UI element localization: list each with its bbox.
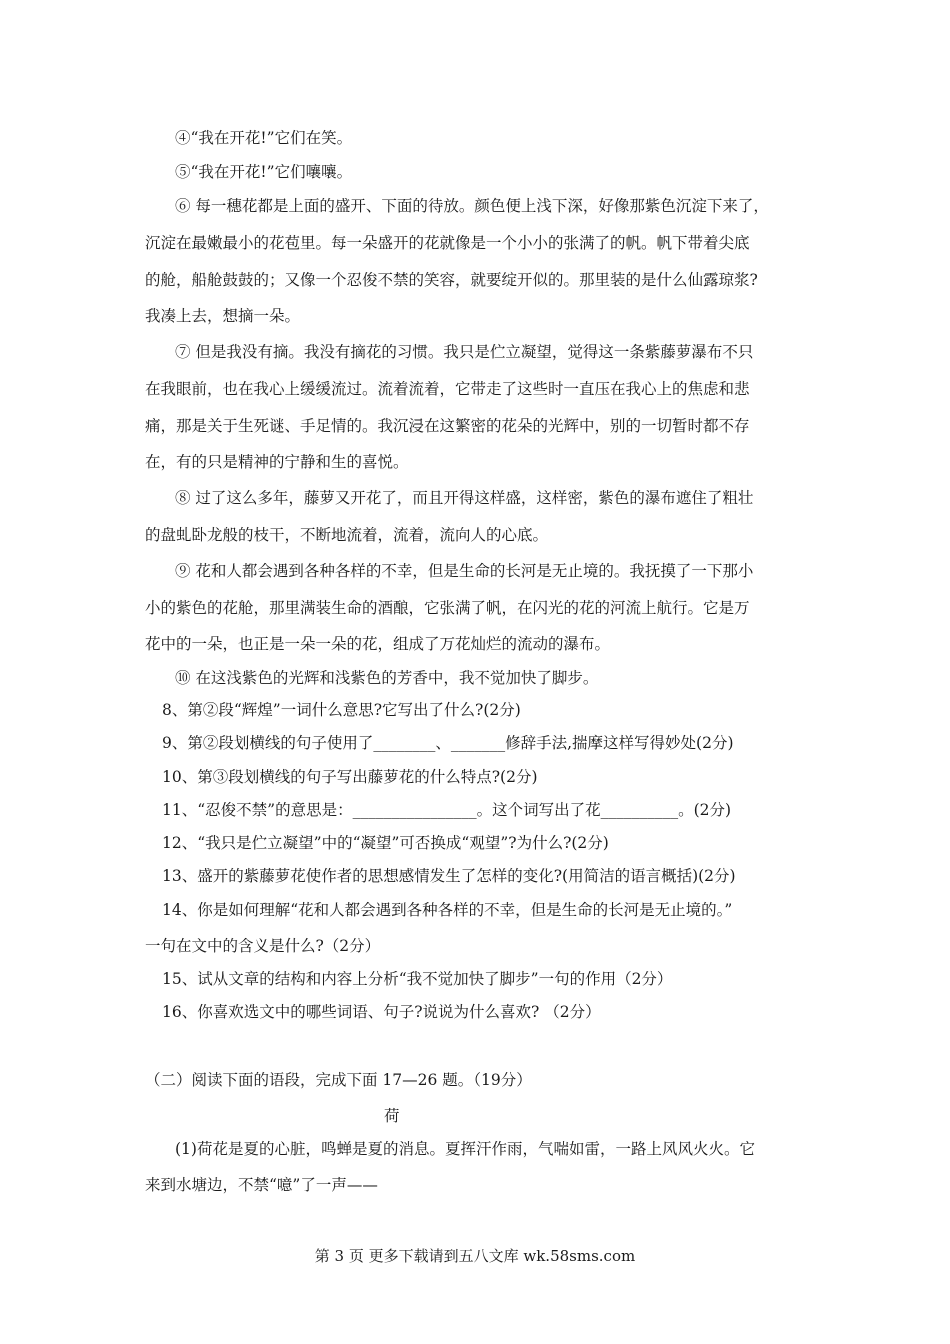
- paragraph-4: ④“我在开花!”它们在笑。: [175, 129, 353, 147]
- paragraph-8-line-2: 的盘虬卧龙般的枝干，不断地流着，流着，流向人的心底。: [145, 526, 549, 544]
- question-10: 10、第③段划横线的句子写出藤萝花的什么特点?(2分): [162, 768, 538, 786]
- paragraph-5: ⑤“我在开花!”它们嚷嚷。: [175, 163, 353, 181]
- page-footer: 第 3 页 更多下载请到五八文库 wk.58sms.com: [314, 1247, 636, 1265]
- passage-title: 荷: [384, 1107, 400, 1125]
- question-14-line-2: 一句在文中的含义是什么?（2分）: [145, 937, 381, 955]
- paragraph-7-line-4: 在，有的只是精神的宁静和生的喜悦。: [145, 453, 409, 471]
- question-11: 11、“忍俊不禁”的意思是：________________。这个词写出了花__________。(2分): [162, 801, 732, 819]
- paragraph-10: ⑩ 在这浅紫色的光辉和浅紫色的芳香中，我不觉加快了脚步。: [175, 669, 599, 687]
- passage-paragraph-1-line-2: 来到水塘边，不禁“噫”了一声——: [145, 1176, 378, 1194]
- paragraph-6-line-3: 的舱，船舱鼓鼓的；又像一个忍俊不禁的笑容，就要绽开似的。那里装的是什么仙露琼浆?: [145, 271, 758, 289]
- question-8: 8、第②段“辉煌”一词什么意思?它写出了什么?(2分): [162, 701, 521, 719]
- question-14-line-1: 14、你是如何理解“花和人都会遇到各种各样的不幸，但是生命的长河是无止境的。”: [162, 901, 733, 919]
- paragraph-6-line-2: 沉淀在最嫩最小的花苞里。每一朵盛开的花就像是一个小小的张满了的帆。帆下带着尖底: [145, 234, 750, 252]
- section-heading: （二）阅读下面的语段，完成下面 17—26 题。（19分）: [145, 1071, 532, 1089]
- paragraph-6-line-4: 我凑上去，想摘一朵。: [145, 307, 301, 325]
- paragraph-7-line-1: ⑦ 但是我没有摘。我没有摘花的习惯。我只是伫立凝望，觉得这一条紫藤萝瀑布不只: [175, 343, 754, 361]
- question-13: 13、盛开的紫藤萝花使作者的思想感情发生了怎样的变化?(用简洁的语言概括)(2分): [162, 867, 736, 885]
- question-16: 16、你喜欢选文中的哪些词语、句子?说说为什么喜欢? （2分）: [162, 1003, 601, 1021]
- question-9: 9、第②段划横线的句子使用了________、_______修辞手法,揣摩这样写得妙处(2分): [162, 734, 734, 752]
- paragraph-9-line-3: 花中的一朵，也正是一朵一朵的花，组成了万花灿烂的流动的瀑布。: [145, 635, 611, 653]
- paragraph-7-line-3: 痛，那是关于生死谜、手足情的。我沉浸在这繁密的花朵的光辉中，别的一切暂时都不存: [145, 417, 750, 435]
- paragraph-7-line-2: 在我眼前，也在我心上缓缓流过。流着流着，它带走了这些时一直压在我心上的焦虑和悲: [145, 380, 750, 398]
- paragraph-9-line-1: ⑨ 花和人都会遇到各种各样的不幸，但是生命的长河是无止境的。我抚摸了一下那小: [175, 562, 754, 580]
- question-12: 12、“我只是伫立凝望”中的“凝望”可否换成“观望”?为什么?(2分): [162, 834, 609, 852]
- paragraph-6-line-1: ⑥ 每一穗花都是上面的盛开、下面的待放。颜色便上浅下深，好像那紫色沉淀下来了，: [175, 197, 769, 215]
- paragraph-8-line-1: ⑧ 过了这么多年，藤萝又开花了，而且开得这样盛，这样密，紫色的瀑布遮住了粗壮: [175, 489, 754, 507]
- passage-paragraph-1-line-1: (1)荷花是夏的心脏，鸣蝉是夏的消息。夏挥汗作雨，气喘如雷，一路上风风火火。它: [175, 1140, 755, 1158]
- question-15: 15、试从文章的结构和内容上分析“我不觉加快了脚步”一句的作用（2分）: [162, 970, 673, 988]
- paragraph-9-line-2: 小的紫色的花舱，那里满装生命的酒酿，它张满了帆，在闪光的花的河流上航行。它是万: [145, 599, 750, 617]
